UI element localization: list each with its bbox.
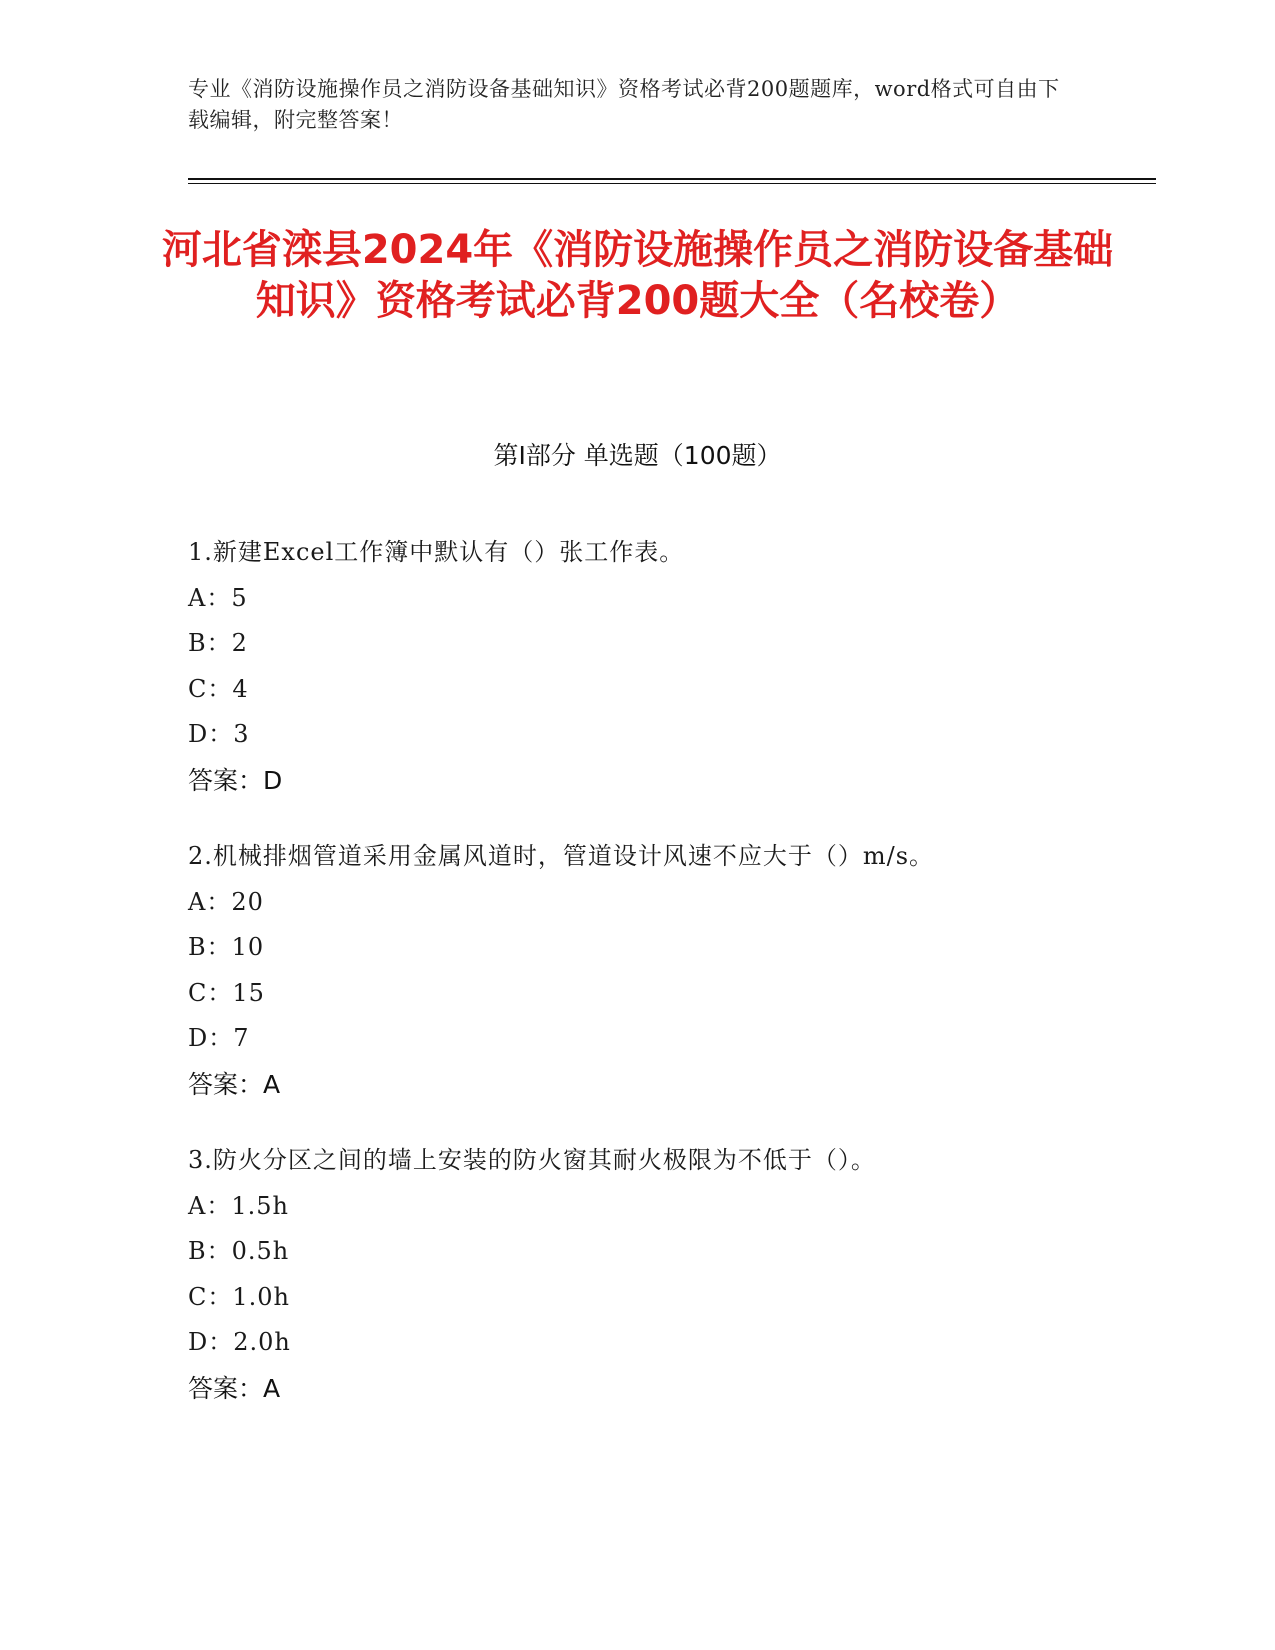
question-item xyxy=(188,1138,1148,1411)
option-a: A：5 xyxy=(188,583,248,612)
header-note: 专业《消防设施操作员之消防设备基础知识》资格考试必背200题题库，word格式可自由下载编辑，附完整答案！ xyxy=(188,77,1060,132)
option-d: D：3 xyxy=(188,720,250,748)
question-list xyxy=(188,530,1148,1442)
header-divider-thin xyxy=(188,183,1156,184)
document-title: 河北省滦县2024年《消防设施操作员之消防设备基础知识》资格考试必背200题大全（名校卷） xyxy=(161,227,1114,324)
question-item xyxy=(188,834,1148,1107)
answer-line: 答案：D xyxy=(188,765,283,795)
question-text: 2.机械排烟管道采用金属风道时，管道设计风速不应大于（）m/s。 xyxy=(188,842,935,870)
option-c: C：4 xyxy=(188,674,249,703)
header-divider-thick xyxy=(188,178,1156,180)
question-text: 1.新建Excel工作簿中默认有（）张工作表。 xyxy=(188,538,685,566)
option-b: B：2 xyxy=(188,629,248,657)
option-b: B：10 xyxy=(188,933,265,961)
option-a: A：1.5h xyxy=(188,1191,289,1220)
option-a: A：20 xyxy=(188,887,264,916)
option-c: C：15 xyxy=(188,978,265,1007)
answer-line: 答案：A xyxy=(188,1069,281,1099)
option-d: D：2.0h xyxy=(188,1328,291,1356)
answer-line: 答案：A xyxy=(188,1373,281,1403)
section-heading: 第I部分 单选题（100题） xyxy=(493,441,782,470)
question-item xyxy=(188,530,1148,803)
option-d: D：7 xyxy=(188,1024,250,1052)
question-text: 3.防火分区之间的墙上安装的防火窗其耐火极限为不低于（）。 xyxy=(188,1146,876,1174)
option-c: C：1.0h xyxy=(188,1282,290,1311)
option-b: B：0.5h xyxy=(188,1237,290,1265)
